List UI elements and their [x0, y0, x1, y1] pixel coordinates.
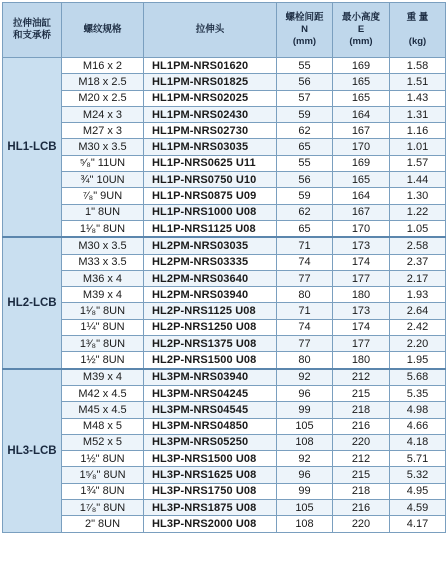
weight-cell: 1.51	[390, 74, 446, 90]
weight-cell: 2.58	[390, 237, 446, 254]
tension-head-model-cell: HL2P-NRS1500 U08	[144, 352, 277, 369]
thread-spec-cell: ¾" 10UN	[62, 172, 144, 188]
table-row	[3, 369, 446, 386]
min-height-cell: 165	[333, 172, 390, 188]
min-height-cell: 218	[333, 402, 390, 418]
header-min-height-unit: (mm)	[349, 36, 373, 47]
header-thread-label: 螺纹规格	[83, 24, 122, 35]
table-row	[3, 106, 446, 122]
bolt-spacing-cell: 56	[277, 74, 333, 90]
tension-head-model-cell: HL3P-NRS1750 U08	[144, 483, 277, 499]
header-bolt-spacing-unit: (mm)	[292, 36, 317, 47]
table-row	[3, 451, 446, 467]
header-bolt-spacing-label: 螺栓间距	[285, 12, 324, 23]
min-height-cell: 173	[333, 237, 390, 254]
tension-head-model-cell: HL1PM-NRS01620	[144, 58, 277, 74]
bolt-spacing-cell: 99	[277, 402, 333, 418]
min-height-cell: 165	[333, 90, 390, 106]
min-height-cell: 164	[333, 188, 390, 204]
thread-spec-cell: 2" 8UN	[62, 516, 144, 532]
header-weight-unit: (kg)	[408, 36, 427, 47]
min-height-cell: 212	[333, 451, 390, 467]
table-row	[3, 516, 446, 532]
bolt-spacing-cell: 57	[277, 90, 333, 106]
header-weight-label: 重 量	[406, 12, 429, 23]
table-row	[3, 402, 446, 418]
bolt-spacing-cell: 55	[277, 155, 333, 171]
table-row	[3, 319, 446, 335]
table-row	[3, 58, 446, 74]
table-row	[3, 237, 446, 254]
header-weight-spacer	[390, 24, 445, 36]
thread-spec-cell: 1¹⁄₈" 8UN	[62, 303, 144, 319]
thread-spec-cell: 1" 8UN	[62, 204, 144, 220]
table-row	[3, 155, 446, 171]
weight-cell: 4.17	[390, 516, 446, 532]
min-height-cell: 216	[333, 500, 390, 516]
tension-head-model-cell: HL2P-NRS1250 U08	[144, 319, 277, 335]
bolt-spacing-cell: 65	[277, 220, 333, 237]
bolt-spacing-cell: 74	[277, 254, 333, 270]
header-cylinder-line: 拉伸油缸	[12, 18, 51, 29]
bolt-spacing-cell: 59	[277, 106, 333, 122]
table-row	[3, 270, 446, 286]
header-min-height-label: 最小高度	[341, 12, 380, 23]
thread-spec-cell: M18 x 2.5	[62, 74, 144, 90]
table-row	[3, 74, 446, 90]
table-row	[3, 352, 446, 369]
weight-cell: 2.17	[390, 270, 446, 286]
weight-cell: 2.37	[390, 254, 446, 270]
thread-spec-cell: M39 x 4	[62, 287, 144, 303]
table-row	[3, 385, 446, 401]
header-min-height-symbol: E	[357, 24, 365, 35]
min-height-cell: 165	[333, 74, 390, 90]
bolt-spacing-cell: 105	[277, 418, 333, 434]
group-label: HL2-LCB	[3, 237, 62, 368]
thread-spec-cell: ⁵⁄₈" 11UN	[62, 155, 144, 171]
bolt-spacing-cell: 77	[277, 336, 333, 352]
bolt-spacing-cell: 77	[277, 270, 333, 286]
table-row	[3, 139, 446, 155]
thread-spec-cell: M45 x 4.5	[62, 402, 144, 418]
table-row	[3, 483, 446, 499]
header-row	[3, 3, 446, 58]
bolt-spacing-cell: 55	[277, 58, 333, 74]
group-label: HL3-LCB	[3, 369, 62, 532]
thread-spec-cell: M39 x 4	[62, 369, 144, 386]
header-weight	[390, 3, 446, 58]
weight-cell: 4.59	[390, 500, 446, 516]
weight-cell: 1.30	[390, 188, 446, 204]
weight-cell: 1.05	[390, 220, 446, 237]
tension-head-model-cell: HL3PM-NRS04850	[144, 418, 277, 434]
bolt-spacing-cell: 62	[277, 123, 333, 139]
tension-head-model-cell: HL1PM-NRS02730	[144, 123, 277, 139]
bolt-spacing-cell: 105	[277, 500, 333, 516]
tension-head-model-cell: HL3PM-NRS05250	[144, 434, 277, 450]
min-height-cell: 177	[333, 270, 390, 286]
bolt-spacing-cell: 108	[277, 516, 333, 532]
weight-cell: 5.71	[390, 451, 446, 467]
thread-spec-cell: 1⁵⁄₈" 8UN	[62, 467, 144, 483]
bolt-spacing-cell: 92	[277, 451, 333, 467]
tension-head-model-cell: HL1P-NRS0750 U10	[144, 172, 277, 188]
min-height-cell: 220	[333, 516, 390, 532]
weight-cell: 5.32	[390, 467, 446, 483]
min-height-cell: 180	[333, 287, 390, 303]
bolt-spacing-cell: 71	[277, 237, 333, 254]
weight-cell: 1.44	[390, 172, 446, 188]
header-tension-head-label: 拉伸头	[195, 24, 225, 35]
tension-head-model-cell: HL2P-NRS1125 U08	[144, 303, 277, 319]
bolt-spacing-cell: 80	[277, 287, 333, 303]
table-row	[3, 123, 446, 139]
bolt-spacing-cell: 74	[277, 319, 333, 335]
thread-spec-cell: M27 x 3	[62, 123, 144, 139]
weight-cell: 1.93	[390, 287, 446, 303]
thread-spec-cell: M48 x 5	[62, 418, 144, 434]
bolt-spacing-cell: 96	[277, 467, 333, 483]
tension-head-model-cell: HL1PM-NRS02025	[144, 90, 277, 106]
thread-spec-cell: 1¼" 8UN	[62, 319, 144, 335]
min-height-cell: 173	[333, 303, 390, 319]
table-row	[3, 90, 446, 106]
thread-spec-cell: M52 x 5	[62, 434, 144, 450]
group-label: HL1-LCB	[3, 58, 62, 238]
header-tension-head	[144, 3, 277, 58]
table-row	[3, 418, 446, 434]
weight-cell: 4.98	[390, 402, 446, 418]
tension-head-model-cell: HL3P-NRS2000 U08	[144, 516, 277, 532]
bolt-spacing-cell: 108	[277, 434, 333, 450]
weight-cell: 2.42	[390, 319, 446, 335]
spec-table	[2, 2, 446, 533]
bolt-spacing-cell: 62	[277, 204, 333, 220]
min-height-cell: 164	[333, 106, 390, 122]
thread-spec-cell: 1½" 8UN	[62, 352, 144, 369]
bolt-spacing-cell: 92	[277, 369, 333, 386]
thread-spec-cell: M30 x 3.5	[62, 237, 144, 254]
table-header	[3, 3, 446, 58]
header-bolt-spacing	[277, 3, 333, 58]
thread-spec-cell: 1⁷⁄₈" 8UN	[62, 500, 144, 516]
table-row	[3, 188, 446, 204]
table-row	[3, 204, 446, 220]
bolt-spacing-cell: 65	[277, 139, 333, 155]
weight-cell: 1.43	[390, 90, 446, 106]
thread-spec-cell: M42 x 4.5	[62, 385, 144, 401]
thread-spec-cell: M16 x 2	[62, 58, 144, 74]
min-height-cell: 220	[333, 434, 390, 450]
weight-cell: 1.01	[390, 139, 446, 155]
header-bridge-line: 和支承桥	[12, 30, 51, 41]
thread-spec-cell: M30 x 3.5	[62, 139, 144, 155]
bolt-spacing-cell: 59	[277, 188, 333, 204]
header-thread-spec	[62, 3, 144, 58]
tension-head-model-cell: HL1P-NRS0875 U09	[144, 188, 277, 204]
tension-head-model-cell: HL3PM-NRS04245	[144, 385, 277, 401]
tension-head-model-cell: HL2PM-NRS03335	[144, 254, 277, 270]
header-bolt-spacing-symbol: N	[301, 24, 308, 35]
thread-spec-cell: M24 x 3	[62, 106, 144, 122]
table-row	[3, 467, 446, 483]
tension-head-model-cell: HL1P-NRS1125 U08	[144, 220, 277, 237]
weight-cell: 1.16	[390, 123, 446, 139]
tension-head-model-cell: HL2PM-NRS03940	[144, 287, 277, 303]
bolt-spacing-cell: 56	[277, 172, 333, 188]
table-row	[3, 434, 446, 450]
min-height-cell: 169	[333, 58, 390, 74]
weight-cell: 4.95	[390, 483, 446, 499]
header-cylinder-bridge	[3, 3, 62, 58]
thread-spec-cell: M20 x 2.5	[62, 90, 144, 106]
min-height-cell: 180	[333, 352, 390, 369]
thread-spec-cell: M36 x 4	[62, 270, 144, 286]
thread-spec-cell: 1½" 8UN	[62, 451, 144, 467]
weight-cell: 1.95	[390, 352, 446, 369]
header-min-height	[333, 3, 390, 58]
tension-head-model-cell: HL1P-NRS0625 U11	[144, 155, 277, 171]
min-height-cell: 218	[333, 483, 390, 499]
min-height-cell: 215	[333, 467, 390, 483]
thread-spec-cell: 1³⁄₈" 8UN	[62, 336, 144, 352]
weight-cell: 5.35	[390, 385, 446, 401]
table-body	[3, 58, 446, 533]
min-height-cell: 167	[333, 204, 390, 220]
weight-cell: 2.64	[390, 303, 446, 319]
weight-cell: 1.31	[390, 106, 446, 122]
min-height-cell: 212	[333, 369, 390, 386]
weight-cell: 1.58	[390, 58, 446, 74]
tension-head-model-cell: HL1PM-NRS01825	[144, 74, 277, 90]
min-height-cell: 170	[333, 139, 390, 155]
thread-spec-cell: 1¾" 8UN	[62, 483, 144, 499]
min-height-cell: 174	[333, 254, 390, 270]
table-row	[3, 336, 446, 352]
min-height-cell: 216	[333, 418, 390, 434]
table-row	[3, 287, 446, 303]
thread-spec-cell: M33 x 3.5	[62, 254, 144, 270]
tension-head-model-cell: HL3PM-NRS04545	[144, 402, 277, 418]
weight-cell: 5.68	[390, 369, 446, 386]
weight-cell: 4.18	[390, 434, 446, 450]
bolt-spacing-cell: 71	[277, 303, 333, 319]
tension-head-model-cell: HL3P-NRS1500 U08	[144, 451, 277, 467]
tension-head-model-cell: HL1PM-NRS03035	[144, 139, 277, 155]
weight-cell: 1.22	[390, 204, 446, 220]
weight-cell: 4.66	[390, 418, 446, 434]
bolt-spacing-cell: 99	[277, 483, 333, 499]
table-row	[3, 220, 446, 237]
min-height-cell: 170	[333, 220, 390, 237]
table-row	[3, 172, 446, 188]
table-row	[3, 254, 446, 270]
tension-head-model-cell: HL2PM-NRS03035	[144, 237, 277, 254]
min-height-cell: 215	[333, 385, 390, 401]
tension-head-model-cell: HL3P-NRS1625 U08	[144, 467, 277, 483]
min-height-cell: 177	[333, 336, 390, 352]
thread-spec-cell: ⁷⁄₈" 9UN	[62, 188, 144, 204]
weight-cell: 2.20	[390, 336, 446, 352]
weight-cell: 1.57	[390, 155, 446, 171]
tension-head-model-cell: HL2P-NRS1375 U08	[144, 336, 277, 352]
table-row	[3, 500, 446, 516]
min-height-cell: 174	[333, 319, 390, 335]
min-height-cell: 167	[333, 123, 390, 139]
tension-head-model-cell: HL2PM-NRS03640	[144, 270, 277, 286]
tension-head-model-cell: HL1P-NRS1000 U08	[144, 204, 277, 220]
tension-head-model-cell: HL3P-NRS1875 U08	[144, 500, 277, 516]
bolt-spacing-cell: 80	[277, 352, 333, 369]
thread-spec-cell: 1¹⁄₈" 8UN	[62, 220, 144, 237]
tension-head-model-cell: HL1PM-NRS02430	[144, 106, 277, 122]
bolt-spacing-cell: 96	[277, 385, 333, 401]
table-row	[3, 303, 446, 319]
min-height-cell: 169	[333, 155, 390, 171]
tension-head-model-cell: HL3PM-NRS03940	[144, 369, 277, 386]
